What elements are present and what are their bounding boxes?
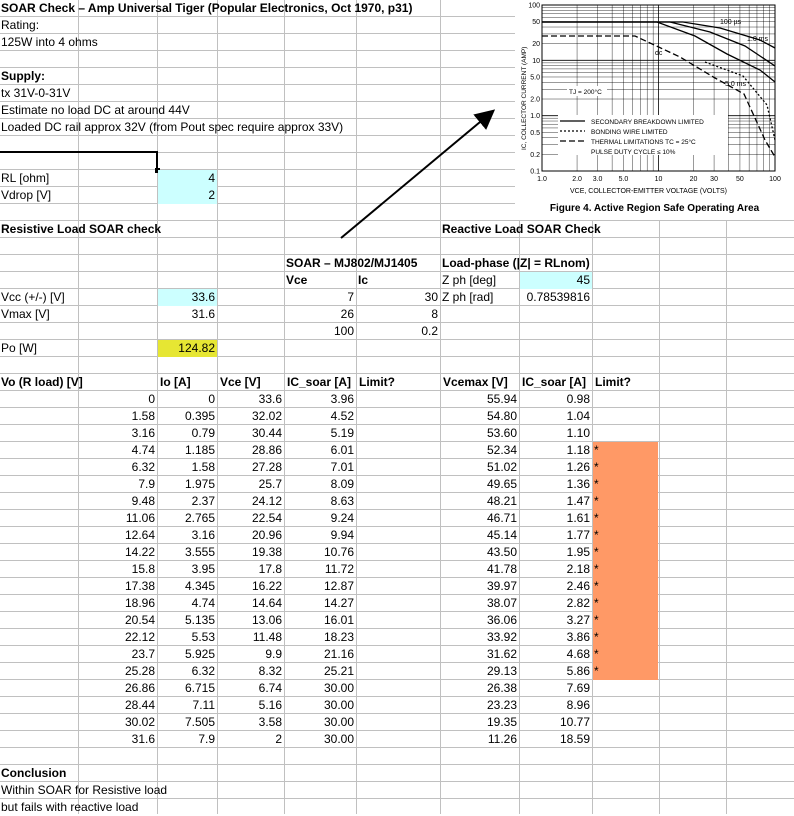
vce-cell[interactable]: 16.22 bbox=[251, 579, 282, 593]
vo-cell[interactable]: 17.38 bbox=[124, 579, 155, 593]
x-tick-label: 5.0 bbox=[618, 176, 629, 183]
vcemax-cell[interactable]: 38.07 bbox=[486, 596, 517, 610]
vo-cell[interactable]: 26.86 bbox=[124, 681, 155, 695]
icsoar-cell[interactable]: 9.94 bbox=[330, 528, 354, 542]
col-header-io: Io [A] bbox=[160, 375, 191, 389]
icsoar-reactive-cell[interactable]: 0.98 bbox=[566, 392, 590, 406]
col-header-limit: Limit? bbox=[359, 375, 395, 389]
io-cell[interactable]: 2.765 bbox=[184, 511, 215, 525]
curve-label-5ms: 5.0 ms bbox=[725, 81, 747, 88]
vce-cell[interactable]: 6.74 bbox=[258, 681, 282, 695]
icsoar-reactive-cell[interactable]: 10.77 bbox=[559, 715, 590, 729]
x-tick-label: 100 bbox=[769, 176, 781, 183]
vmax-value: 31.6 bbox=[191, 307, 215, 321]
vcemax-cell[interactable]: 49.65 bbox=[486, 477, 517, 491]
icsoar-reactive-cell[interactable]: 1.18 bbox=[566, 443, 590, 457]
limit-reactive-cell[interactable]: * bbox=[593, 561, 658, 578]
col-header-icsoar: IC_soar [A] bbox=[287, 375, 352, 389]
col-header-vce: Vce [V] bbox=[220, 375, 261, 389]
limit-reactive-cell[interactable]: * bbox=[593, 476, 658, 493]
io-cell[interactable]: 5.53 bbox=[191, 630, 215, 644]
vcemax-cell[interactable]: 39.97 bbox=[486, 579, 517, 593]
limit-reactive-cell[interactable]: * bbox=[593, 510, 658, 527]
arrow-line bbox=[341, 112, 492, 238]
limit-reactive-cell[interactable]: * bbox=[593, 578, 658, 595]
supply-label: Supply: bbox=[1, 69, 45, 83]
io-cell[interactable]: 0.395 bbox=[184, 409, 215, 423]
vo-cell[interactable]: 3.16 bbox=[131, 426, 155, 440]
io-cell[interactable]: 6.32 bbox=[191, 664, 215, 678]
col-header-icsoar-reactive: IC_soar [A] bbox=[522, 375, 587, 389]
po-label: Po [W] bbox=[1, 341, 38, 355]
vo-cell[interactable]: 20.54 bbox=[124, 613, 155, 627]
zph-rad-value: 0.78539816 bbox=[526, 290, 590, 304]
col-header-vcemax: Vcemax [V] bbox=[443, 375, 508, 389]
limit-reactive-cell[interactable]: * bbox=[593, 442, 658, 459]
vce-cell[interactable]: 28.86 bbox=[251, 443, 282, 457]
vcc-cell[interactable]: 33.6 bbox=[158, 289, 217, 306]
vce-cell[interactable]: 24.12 bbox=[251, 494, 282, 508]
soar-ic-cell: 0.2 bbox=[421, 324, 438, 338]
conclusion-line-1: Within SOAR for Resistive load bbox=[1, 783, 168, 797]
icsoar-reactive-cell[interactable]: 1.61 bbox=[566, 511, 590, 525]
io-cell[interactable]: 0.79 bbox=[191, 426, 215, 440]
icsoar-cell[interactable]: 8.09 bbox=[330, 477, 354, 491]
rating-label: Rating: bbox=[1, 18, 40, 32]
vcemax-cell[interactable]: 51.02 bbox=[486, 460, 517, 474]
io-cell[interactable]: 3.16 bbox=[191, 528, 215, 542]
legend-secondary: SECONDARY BREAKDOWN LIMITED bbox=[591, 119, 704, 126]
vce-cell[interactable]: 3.58 bbox=[258, 715, 282, 729]
vmax-label: Vmax [V] bbox=[1, 307, 50, 321]
vcemax-cell[interactable]: 55.94 bbox=[486, 392, 517, 406]
vcemax-cell[interactable]: 26.38 bbox=[486, 681, 517, 695]
vcc-label: Vcc (+/-) [V] bbox=[1, 290, 65, 304]
icsoar-cell[interactable]: 30.00 bbox=[323, 698, 354, 712]
vo-cell[interactable]: 14.22 bbox=[124, 545, 155, 559]
soar-vce-header: Vce bbox=[286, 273, 308, 287]
io-cell[interactable]: 1.58 bbox=[191, 460, 215, 474]
supply-loaded: Loaded DC rail approx 32V (from Pout spec require approx 33V) bbox=[1, 120, 344, 134]
conclusion-line-2: but fails with reactive load bbox=[1, 800, 139, 814]
vce-cell[interactable]: 8.32 bbox=[258, 664, 282, 678]
curve-label-100us: 100 µs bbox=[720, 19, 742, 26]
x-tick-labels bbox=[537, 176, 781, 183]
icsoar-reactive-cell[interactable]: 8.96 bbox=[566, 698, 590, 712]
conclusion-title: Conclusion bbox=[1, 766, 67, 780]
vo-cell[interactable]: 6.32 bbox=[131, 460, 155, 474]
vdrop-label: Vdrop [V] bbox=[1, 188, 52, 202]
io-cell[interactable]: 2.37 bbox=[191, 494, 215, 508]
rating-value: 125W into 4 ohms bbox=[1, 35, 98, 49]
reactive-section-title: Reactive Load SOAR Check bbox=[442, 222, 601, 236]
icsoar-reactive-cell[interactable]: 1.26 bbox=[566, 460, 590, 474]
vce-cell[interactable]: 14.64 bbox=[251, 596, 282, 610]
figure-caption: Figure 4. Active Region Safe Operating Area bbox=[549, 203, 760, 214]
vce-cell[interactable]: 19.38 bbox=[251, 545, 282, 559]
icsoar-cell[interactable]: 5.19 bbox=[330, 426, 354, 440]
io-cell[interactable]: 4.74 bbox=[191, 596, 215, 610]
soar-ic-cell: 30 bbox=[424, 290, 438, 304]
icsoar-reactive-cell[interactable]: 2.82 bbox=[566, 596, 590, 610]
icsoar-cell[interactable]: 8.63 bbox=[330, 494, 354, 508]
icsoar-cell[interactable]: 18.23 bbox=[323, 630, 354, 644]
vce-cell[interactable]: 22.54 bbox=[251, 511, 282, 525]
limit-reactive-cell[interactable]: * bbox=[593, 493, 658, 510]
page-title: SOAR Check – Amp Universal Tiger (Popular Electronics, Oct 1970, p31) bbox=[1, 1, 413, 15]
vo-cell[interactable]: 31.6 bbox=[131, 732, 155, 746]
io-cell[interactable]: 7.505 bbox=[184, 715, 215, 729]
icsoar-reactive-cell[interactable]: 1.10 bbox=[566, 426, 590, 440]
vcemax-cell[interactable]: 23.23 bbox=[486, 698, 517, 712]
vcemax-cell[interactable]: 36.06 bbox=[486, 613, 517, 627]
icsoar-cell[interactable]: 21.16 bbox=[323, 647, 354, 661]
icsoar-reactive-cell[interactable]: 7.69 bbox=[566, 681, 590, 695]
vo-cell[interactable]: 4.74 bbox=[131, 443, 155, 457]
x-tick-label: 2.0 bbox=[572, 176, 582, 183]
icsoar-cell[interactable]: 11.72 bbox=[324, 562, 354, 576]
limit-reactive-cell[interactable]: * bbox=[593, 629, 658, 646]
icsoar-cell[interactable]: 14.27 bbox=[323, 596, 354, 610]
vce-cell[interactable]: 30.44 bbox=[251, 426, 282, 440]
limit-reactive-cell[interactable]: * bbox=[593, 663, 658, 680]
vo-cell[interactable]: 9.48 bbox=[131, 494, 155, 508]
icsoar-reactive-cell[interactable]: 18.59 bbox=[559, 732, 590, 746]
vcemax-cell[interactable]: 41.78 bbox=[486, 562, 517, 576]
vce-cell[interactable]: 25.7 bbox=[258, 477, 282, 491]
vce-cell[interactable]: 33.6 bbox=[258, 392, 282, 406]
io-cell[interactable]: 5.925 bbox=[184, 647, 215, 661]
vo-cell[interactable]: 1.58 bbox=[131, 409, 155, 423]
y-tick-labels bbox=[528, 3, 540, 176]
vcemax-cell[interactable]: 54.80 bbox=[486, 409, 517, 423]
vce-cell[interactable]: 9.9 bbox=[265, 647, 282, 661]
soar-vce-cell: 7 bbox=[347, 290, 354, 304]
vo-cell[interactable]: 15.8 bbox=[131, 562, 155, 576]
icsoar-reactive-cell[interactable]: 1.36 bbox=[566, 477, 590, 491]
col-header-limit-reactive: Limit? bbox=[595, 375, 631, 389]
vo-cell[interactable]: 23.7 bbox=[131, 647, 155, 661]
vce-cell[interactable]: 27.28 bbox=[251, 460, 282, 474]
icsoar-cell[interactable]: 7.01 bbox=[330, 460, 354, 474]
vo-cell[interactable]: 25.28 bbox=[124, 664, 155, 678]
vcemax-cell[interactable]: 19.35 bbox=[486, 715, 517, 729]
limit-reactive-cell[interactable]: * bbox=[593, 595, 658, 612]
x-tick-label: 20 bbox=[689, 176, 698, 183]
y-axis-label: IC, COLLECTOR CURRENT (AMP) bbox=[521, 46, 528, 150]
soar-vce-cell: 26 bbox=[340, 307, 354, 321]
vcemax-cell[interactable]: 29.13 bbox=[486, 664, 517, 678]
icsoar-cell[interactable]: 10.76 bbox=[323, 545, 354, 559]
y-tick-label: 0.2 bbox=[530, 151, 540, 159]
y-tick-label: 10 bbox=[532, 57, 540, 65]
icsoar-cell[interactable]: 25.21 bbox=[323, 664, 354, 678]
x-tick-label: 3.0 bbox=[592, 176, 603, 183]
icsoar-reactive-cell[interactable]: 3.27 bbox=[566, 613, 590, 627]
vcemax-cell[interactable]: 43.50 bbox=[486, 545, 517, 559]
legend-thermal: THERMAL LIMITATIONS TC = 25°C bbox=[591, 139, 696, 146]
x-tick-label: 50 bbox=[736, 176, 744, 183]
x-tick-label: 30 bbox=[710, 176, 718, 183]
x-tick-label: 1.0 bbox=[537, 176, 547, 183]
vce-cell[interactable]: 5.16 bbox=[258, 698, 282, 712]
vcemax-cell[interactable]: 48.21 bbox=[486, 494, 517, 508]
icsoar-cell[interactable]: 3.96 bbox=[330, 392, 354, 406]
limit-reactive-cell[interactable]: * bbox=[593, 527, 658, 544]
vce-cell[interactable]: 20.96 bbox=[251, 528, 282, 542]
y-tick-label: 100 bbox=[528, 2, 540, 10]
vcemax-cell[interactable]: 52.34 bbox=[486, 443, 517, 457]
vce-cell[interactable]: 11.48 bbox=[252, 630, 282, 644]
x-axis-label: VCE, COLLECTOR-EMITTER VOLTAGE (VOLTS) bbox=[570, 188, 728, 195]
zph-deg-label: Z ph [deg] bbox=[442, 273, 497, 287]
io-cell[interactable]: 1.185 bbox=[184, 443, 215, 457]
vcemax-cell[interactable]: 46.71 bbox=[486, 511, 517, 525]
vce-cell[interactable]: 32.02 bbox=[251, 409, 282, 423]
y-tick-label: 1.0 bbox=[530, 113, 540, 121]
resistive-section-title: Resistive Load SOAR check bbox=[1, 222, 162, 236]
icsoar-cell[interactable]: 16.01 bbox=[323, 613, 354, 627]
limit-reactive-cell[interactable]: * bbox=[593, 612, 658, 629]
icsoar-reactive-cell[interactable]: 1.77 bbox=[566, 528, 590, 542]
curve-label-dc: dc bbox=[655, 50, 663, 57]
vce-cell[interactable]: 17.8 bbox=[258, 562, 282, 576]
zph-deg-input-cell[interactable]: 45 bbox=[520, 272, 592, 289]
icsoar-cell[interactable]: 30.00 bbox=[323, 681, 354, 695]
x-tick-label: 10 bbox=[654, 176, 663, 183]
limit-reactive-cell[interactable]: * bbox=[593, 459, 658, 476]
soar-vce-cell: 100 bbox=[333, 324, 354, 338]
icsoar-reactive-cell[interactable]: 1.04 bbox=[566, 409, 590, 423]
icsoar-reactive-cell[interactable]: 2.46 bbox=[566, 579, 590, 593]
zph-rad-label: Z ph [rad] bbox=[442, 290, 494, 304]
vo-cell[interactable]: 12.64 bbox=[124, 528, 155, 542]
icsoar-cell[interactable]: 30.00 bbox=[323, 715, 354, 729]
vcemax-cell[interactable]: 11.26 bbox=[487, 732, 517, 746]
icsoar-reactive-cell[interactable]: 4.68 bbox=[566, 647, 590, 661]
icsoar-reactive-cell[interactable]: 1.95 bbox=[566, 545, 590, 559]
y-tick-label: 20 bbox=[532, 41, 540, 49]
legend-bonding: BONDING WIRE LIMITED bbox=[591, 129, 668, 136]
tj-label: TJ = 200°C bbox=[569, 89, 602, 96]
vo-cell[interactable]: 11.06 bbox=[125, 511, 155, 525]
icsoar-cell[interactable]: 9.24 bbox=[330, 511, 354, 525]
rl-input-cell[interactable]: 4 bbox=[158, 170, 217, 187]
vcemax-cell[interactable]: 31.62 bbox=[486, 647, 517, 661]
io-cell[interactable]: 3.555 bbox=[184, 545, 215, 559]
io-cell[interactable]: 4.345 bbox=[184, 579, 215, 593]
io-cell[interactable]: 1.975 bbox=[184, 477, 215, 491]
po-value: 124.82 bbox=[158, 340, 217, 357]
io-cell[interactable]: 7.9 bbox=[198, 732, 215, 746]
y-tick-label: 0.5 bbox=[530, 129, 540, 137]
y-tick-label: 5.0 bbox=[530, 74, 540, 82]
supply-noload: Estimate no load DC at around 44V bbox=[1, 103, 190, 117]
supply-tx: tx 31V-0-31V bbox=[1, 86, 71, 100]
soar-ic-cell: 8 bbox=[431, 307, 438, 321]
io-cell[interactable]: 5.135 bbox=[184, 613, 215, 627]
soar-datasheet-figure bbox=[515, 0, 794, 220]
curve-label-1ms: 1.0 ms bbox=[747, 36, 769, 43]
icsoar-reactive-cell[interactable]: 1.47 bbox=[566, 494, 590, 508]
soar-title: SOAR – MJ802/MJ1405 bbox=[286, 256, 418, 270]
icsoar-cell[interactable]: 6.01 bbox=[330, 443, 354, 457]
icsoar-cell[interactable]: 4.52 bbox=[330, 409, 354, 423]
soar-ic-header: Ic bbox=[358, 273, 369, 287]
rl-label: RL [ohm] bbox=[1, 171, 50, 185]
vce-cell[interactable]: 2 bbox=[275, 732, 282, 746]
col-header-vo: Vo (R load) [V] bbox=[1, 375, 83, 389]
icsoar-reactive-cell[interactable]: 5.86 bbox=[566, 664, 590, 678]
vo-cell[interactable]: 30.02 bbox=[124, 715, 155, 729]
vo-cell[interactable]: 28.44 bbox=[124, 698, 155, 712]
vo-cell[interactable]: 18.96 bbox=[124, 596, 155, 610]
soar-plot bbox=[515, 0, 794, 220]
load-phase-title: Load-phase (|Z| = RLnom) bbox=[442, 256, 590, 270]
io-cell[interactable]: 0 bbox=[208, 392, 215, 406]
vdrop-input-cell[interactable]: 2 bbox=[158, 187, 217, 204]
y-tick-label: 0.1 bbox=[530, 168, 540, 176]
icsoar-reactive-cell[interactable]: 2.18 bbox=[566, 562, 590, 576]
legend-duty: PULSE DUTY CYCLE ≤ 10% bbox=[591, 149, 676, 156]
limit-reactive-cell[interactable]: * bbox=[593, 544, 658, 561]
vo-cell[interactable]: 7.9 bbox=[138, 477, 155, 491]
icsoar-cell[interactable]: 30.00 bbox=[323, 732, 354, 746]
y-tick-label: 50 bbox=[532, 19, 540, 27]
vo-cell[interactable]: 0 bbox=[148, 392, 155, 406]
vo-cell[interactable]: 22.12 bbox=[124, 630, 155, 644]
y-tick-label: 2.0 bbox=[530, 96, 540, 104]
limit-reactive-cell[interactable]: * bbox=[593, 646, 658, 663]
io-cell[interactable]: 7.11 bbox=[192, 698, 215, 712]
io-cell[interactable]: 3.95 bbox=[191, 562, 215, 576]
icsoar-reactive-cell[interactable]: 3.86 bbox=[566, 630, 590, 644]
io-cell[interactable]: 6.715 bbox=[184, 681, 215, 695]
vcemax-cell[interactable]: 45.14 bbox=[486, 528, 517, 542]
vcemax-cell[interactable]: 33.92 bbox=[486, 630, 517, 644]
icsoar-cell[interactable]: 12.87 bbox=[323, 579, 354, 593]
vce-cell[interactable]: 13.06 bbox=[251, 613, 282, 627]
vcemax-cell[interactable]: 53.60 bbox=[486, 426, 517, 440]
